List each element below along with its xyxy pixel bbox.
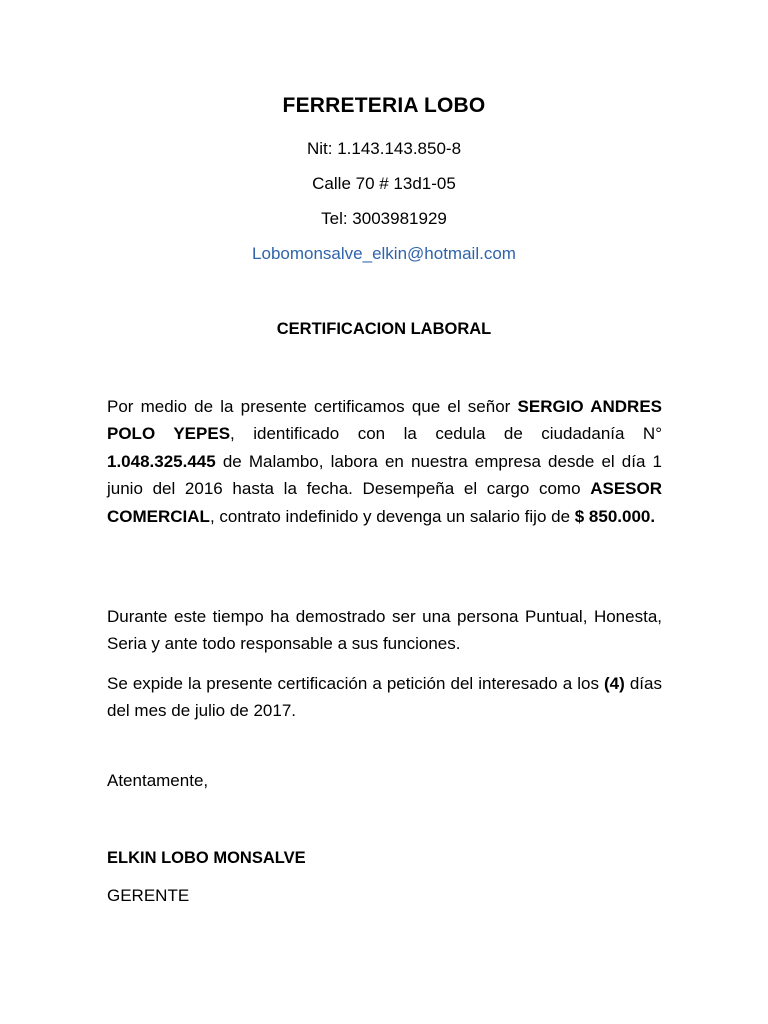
company-email-link[interactable]: Lobomonsalve_elkin@hotmail.com <box>252 244 516 263</box>
paragraph-text: Se expide la presente certificación a petición del interesado a los <box>107 674 605 693</box>
paragraph-text: días del mes de julio de 2017. <box>107 674 662 721</box>
signer-name: ELKIN LOBO MONSALVE <box>107 849 306 867</box>
closing-salutation: Atentamente, <box>107 771 209 790</box>
document-title: CERTIFICACION LABORAL <box>276 320 492 338</box>
company-phone: Tel: 3003981929 <box>321 209 447 228</box>
paragraph-text: Por medio de la presente certificamos que el señor <box>107 397 518 416</box>
conduct-paragraph: Durante este tiempo ha demostrado ser una persona Puntual, Honesta, Seria y ante todo responsable a sus funciones. <box>107 607 662 654</box>
company-name: FERRETERIA LOBO <box>282 94 486 117</box>
employee-id-number: 1.048.325.445 <box>107 451 216 471</box>
issue-date-paragraph <box>107 670 662 725</box>
employee-salary: $ 850.000. <box>574 506 656 526</box>
employee-name: SERGIO ANDRES POLO YEPES <box>107 397 662 444</box>
paragraph-text: , identificado con la cedula de ciudadanía N° <box>230 424 663 444</box>
issue-day: (4) <box>604 674 625 693</box>
employee-position: ASESOR COMERCIAL <box>107 479 662 526</box>
signer-role: GERENTE <box>107 886 190 905</box>
certification-paragraph <box>107 393 662 530</box>
company-address: Calle 70 # 13d1-05 <box>312 174 456 193</box>
paragraph-text: , contrato indefinido y devenga un salario fijo de <box>209 506 575 526</box>
company-nit: Nit: 1.143.143.850-8 <box>306 139 462 158</box>
paragraph-text: de Malambo, labora en nuestra empresa desde el día 1 junio del 2016 hasta la fecha. Desempeña el cargo como <box>107 451 662 499</box>
